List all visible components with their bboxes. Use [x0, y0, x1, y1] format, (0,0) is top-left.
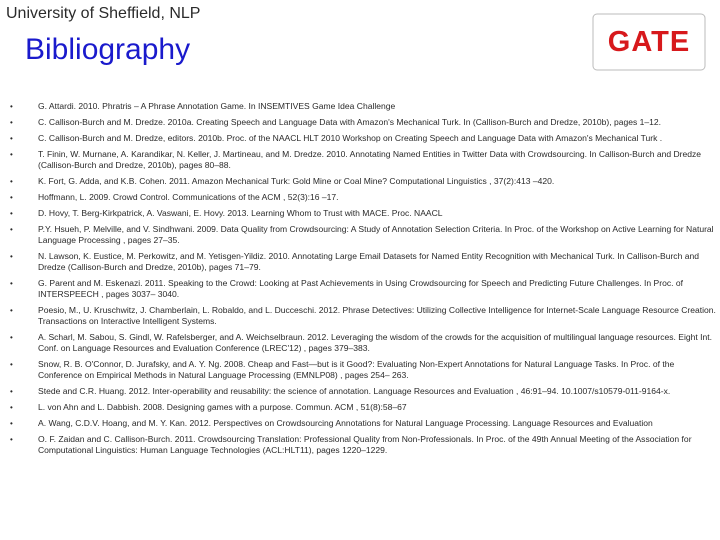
organization-label: University of Sheffield, NLP — [6, 5, 201, 22]
bullet-icon: • — [10, 134, 13, 143]
reference-text: Poesio, M., U. Kruschwitz, J. Chamberlain, L. Robaldo, and L. Ducceschi. 2012. Phrase Detectives: Utilizing Collective Intelligence for Internet-Scale Language Resource Creation. Transactions on Interactive Intelligent Systems. — [38, 305, 716, 326]
reference-item — [10, 418, 716, 429]
gate-logo — [592, 13, 706, 71]
reference-item — [10, 176, 716, 187]
bullet-icon: • — [10, 150, 13, 159]
reference-item — [10, 101, 716, 112]
reference-item — [10, 192, 716, 203]
gate-logo-text: GATE — [607, 26, 691, 58]
reference-item — [10, 117, 716, 128]
reference-item — [10, 434, 716, 456]
bibliography-list — [10, 101, 716, 461]
reference-text: K. Fort, G. Adda, and K.B. Cohen. 2011. Amazon Mechanical Turk: Gold Mine or Coal Mine? Computational Linguistics , 37(2):413 –420. — [38, 176, 555, 186]
reference-text: Stede and C.R. Huang. 2012. Inter-operability and reusability: the science of annotation. Language Resources and Evaluation , 46:91–94. 10.1007/s10579-011-9164-x. — [38, 386, 671, 396]
reference-item — [10, 224, 716, 246]
bullet-icon: • — [10, 177, 13, 186]
bullet-icon: • — [10, 333, 13, 342]
bullet-icon: • — [10, 403, 13, 412]
reference-item — [10, 251, 716, 273]
reference-item — [10, 332, 716, 354]
bullet-icon: • — [10, 306, 13, 315]
reference-item — [10, 133, 716, 144]
bullet-icon: • — [10, 193, 13, 202]
reference-text: A. Wang, C.D.V. Hoang, and M. Y. Kan. 2012. Perspectives on Crowdsourcing Annotations for Natural Language Processing. Language Resources and Evaluation — [38, 418, 653, 428]
bullet-icon: • — [10, 225, 13, 234]
reference-item — [10, 402, 716, 413]
reference-text: G. Attardi. 2010. Phratris – A Phrase Annotation Game. In INSEMTIVES Game Idea Challenge — [38, 101, 396, 111]
reference-text: A. Scharl, M. Sabou, S. Gindl, W. Rafelsberger, and A. Weichselbraun. 2012. Leveraging the wisdom of the crowds for the acquisition of multilingual language resources. Eight Int. Conf. on Language Resources and Evaluation Conference (LREC'12) , pages 379–383. — [38, 332, 712, 353]
reference-text: Snow, R. B. O'Connor, D. Jurafsky, and A. Y. Ng. 2008. Cheap and Fast—but is it Good?: Evaluating Non-Expert Annotations for Natural Language Tasks. In Proc. of the Conference on Empirical Methods in Natural Language Processing (EMNLP08) , pages 254– 263. — [38, 359, 675, 380]
reference-text: O. F. Zaidan and C. Callison-Burch. 2011. Crowdsourcing Translation: Professional Quality from Non-Professionals. In Proc. of the 49th Annual Meeting of the Association for Computational Linguistics: Human Language Technologies (ACL:HLT11), pages 1220–1229. — [38, 434, 692, 455]
reference-text: Hoffmann, L. 2009. Crowd Control. Communications of the ACM , 52(3):16 –17. — [38, 192, 339, 202]
reference-text: P.Y. Hsueh, P. Melville, and V. Sindhwani. 2009. Data Quality from Crowdsourcing: A Study of Annotation Selection Criteria. In Proc. of the Workshop on Active Learning for Natural Language Processing , pages 27–35. — [38, 224, 714, 245]
bullet-icon: • — [10, 435, 13, 444]
bullet-icon: • — [10, 360, 13, 369]
reference-item — [10, 359, 716, 381]
page-title: Bibliography — [25, 33, 191, 66]
bullet-icon: • — [10, 118, 13, 127]
bullet-icon: • — [10, 419, 13, 428]
bullet-icon: • — [10, 279, 13, 288]
reference-text: T. Finin, W. Murnane, A. Karandikar, N. Keller, J. Martineau, and M. Dredze. 2010. Annotating Named Entities in Twitter Data with Crowdsourcing. In Callison-Burch and Dredze (Callison-Burch and Dredze, 2010b), pages 80–88. — [38, 149, 702, 170]
bullet-icon: • — [10, 102, 13, 111]
reference-text: N. Lawson, K. Eustice, M. Perkowitz, and M. Yetisgen-Yildiz. 2010. Annotating Large Email Datasets for Named Entity Recognition with Mechanical Turk. In Callison-Burch and Dredze (Callison-Burch and Dredze, 2010b), pages 71–79. — [38, 251, 699, 272]
reference-item — [10, 149, 716, 171]
reference-text: D. Hovy, T. Berg-Kirkpatrick, A. Vaswani, E. Hovy. 2013. Learning Whom to Trust with MACE. Proc. NAACL — [38, 208, 443, 218]
reference-text: G. Parent and M. Eskenazi. 2011. Speaking to the Crowd: Looking at Past Achievements in Using Crowdsourcing for Speech and Predicting Future Challenges. In Proc. of INTERSPEECH , pages 3037– 3040. — [38, 278, 684, 299]
bullet-icon: • — [10, 252, 13, 261]
bullet-icon: • — [10, 387, 13, 396]
reference-text: C. Callison-Burch and M. Dredze, editors. 2010b. Proc. of the NAACL HLT 2010 Workshop on Creating Speech and Language Data with Amazon's Mechanical Turk . — [38, 133, 663, 143]
reference-item — [10, 305, 716, 327]
reference-item — [10, 386, 716, 397]
reference-item — [10, 278, 716, 300]
reference-text: C. Callison-Burch and M. Dredze. 2010a. Creating Speech and Language Data with Amazon's Mechanical Turk. In (Callison-Burch and Dredze, 2010b), pages 1–12. — [38, 117, 662, 127]
reference-item — [10, 208, 716, 219]
reference-text: L. von Ahn and L. Dabbish. 2008. Designing games with a purpose. Commun. ACM , 51(8):58–67 — [38, 402, 407, 412]
bullet-icon: • — [10, 209, 13, 218]
